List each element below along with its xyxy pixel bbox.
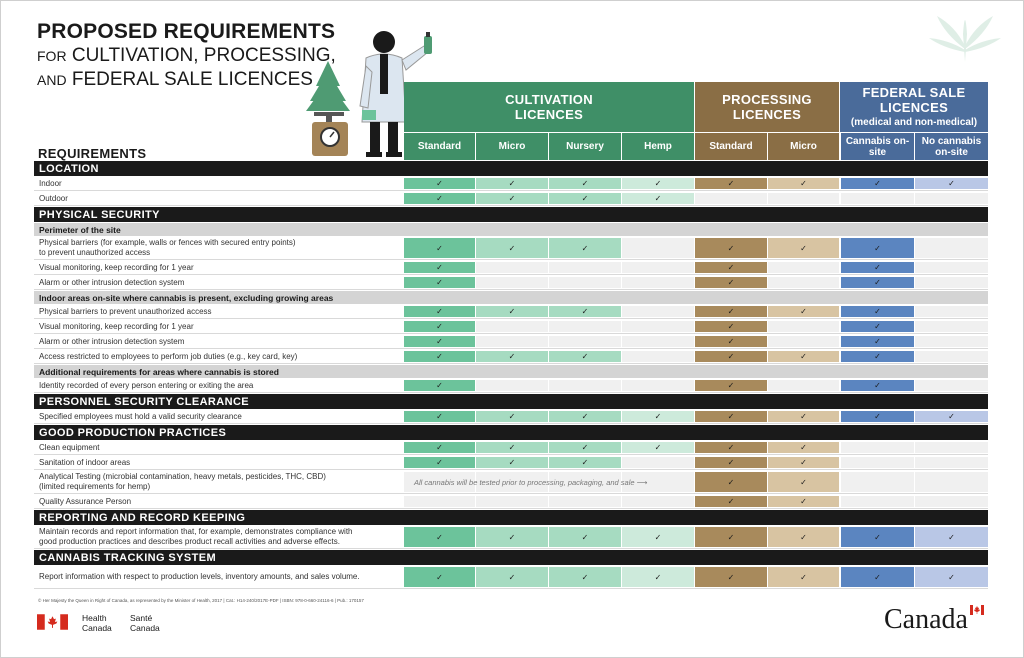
checkmark-icon: ✓ — [436, 458, 443, 467]
checkmark-icon: ✓ — [727, 307, 735, 316]
check-cell — [695, 457, 767, 468]
checkmark-icon: ✓ — [800, 497, 807, 506]
checkmark-icon: ✓ — [581, 443, 589, 452]
requirement-label: Report information with respect to production levels, inventory amounts, and sales volume. — [39, 572, 360, 581]
check-cell — [841, 262, 914, 273]
check-cell — [549, 351, 621, 362]
check-cell — [695, 380, 767, 391]
check-cell — [404, 411, 475, 422]
checkmark-icon: ✓ — [800, 572, 807, 582]
check-cell — [549, 411, 621, 422]
checkmark-icon: ✓ — [727, 497, 735, 506]
check-cell — [549, 193, 621, 204]
checkmark-icon: ✓ — [948, 412, 955, 421]
requirement-label: Physical barriers to prevent unauthorized access — [39, 306, 212, 316]
check-cell — [841, 306, 914, 317]
empty-cell — [476, 496, 548, 507]
checkmark-icon: ✓ — [436, 381, 443, 390]
table-row — [34, 379, 988, 393]
checkmark-icon: ✓ — [874, 352, 881, 361]
check-cell — [549, 527, 621, 547]
checkmark-icon: ✓ — [508, 307, 516, 316]
checkmark-icon: ✓ — [727, 412, 735, 421]
checkmark-icon: ✓ — [727, 458, 735, 467]
check-cell — [768, 457, 839, 468]
empty-cell — [768, 193, 839, 204]
check-cell — [695, 336, 767, 347]
checkmark-icon: ✓ — [508, 179, 516, 188]
check-cell — [768, 567, 839, 587]
table-row — [34, 192, 988, 206]
check-cell — [768, 178, 839, 189]
checkmark-icon: ✓ — [654, 572, 662, 582]
checkmark-icon: ✓ — [727, 243, 735, 253]
column-header-proc-standard: Standard — [695, 133, 767, 160]
subsection-header: Indoor areas on-site where cannabis is present, excluding growing areas — [34, 291, 988, 304]
checkmark-icon: ✓ — [436, 179, 443, 188]
requirement-label: Visual monitoring, keep recording for 1 year — [39, 321, 194, 331]
checkmark-icon: ✓ — [436, 194, 443, 203]
checkmark-icon: ✓ — [654, 412, 662, 421]
table-row — [34, 261, 988, 275]
check-cell — [768, 496, 839, 507]
table-row — [34, 350, 988, 364]
check-cell — [549, 442, 621, 453]
check-cell — [841, 411, 914, 422]
check-cell — [695, 178, 767, 189]
requirement-label: Analytical Testing (microbial contamination, heavy metals, pesticides, THC, CBD) (limited requirements for hemp) — [39, 472, 326, 491]
check-cell — [549, 178, 621, 189]
check-cell — [404, 527, 475, 547]
check-cell — [915, 567, 988, 587]
title-line-2: FOR CULTIVATION, PROCESSING, — [37, 45, 336, 66]
check-cell — [404, 321, 475, 332]
checkmark-icon: ✓ — [727, 278, 735, 287]
check-cell — [695, 527, 767, 547]
checkmark-icon: ✓ — [727, 322, 735, 331]
empty-cell — [476, 380, 548, 391]
checkmark-icon: ✓ — [508, 352, 516, 361]
column-header-proc-micro: Micro — [768, 133, 839, 160]
checkmark-icon: ✓ — [727, 381, 735, 390]
check-cell — [476, 178, 548, 189]
table-row — [34, 526, 988, 549]
check-cell — [695, 238, 767, 258]
checkmark-icon: ✓ — [874, 307, 881, 316]
check-cell — [768, 238, 839, 258]
table-row — [34, 320, 988, 334]
sante-canada-fr: Santé Canada — [130, 613, 160, 633]
empty-cell — [549, 496, 621, 507]
empty-cell — [622, 380, 694, 391]
empty-cell — [622, 277, 694, 288]
table-row — [34, 566, 988, 589]
section-header: PHYSICAL SECURITY — [34, 207, 988, 222]
empty-cell — [476, 321, 548, 332]
check-cell — [915, 527, 988, 547]
checkmark-icon: ✓ — [436, 322, 443, 331]
checkmark-icon: ✓ — [800, 307, 807, 316]
check-cell — [476, 351, 548, 362]
requirement-label: Visual monitoring, keep recording for 1 year — [39, 262, 194, 272]
checkmark-icon: ✓ — [800, 243, 807, 253]
requirement-label: Sanitation of indoor areas — [39, 457, 131, 467]
requirement-label: Alarm or other intrusion detection system — [39, 277, 185, 287]
check-cell — [841, 178, 914, 189]
check-cell — [841, 336, 914, 347]
checkmark-icon: ✓ — [436, 278, 443, 287]
checkmark-icon: ✓ — [727, 532, 735, 542]
checkmark-icon: ✓ — [874, 179, 881, 188]
empty-cell — [476, 336, 548, 347]
checkmark-icon: ✓ — [581, 458, 589, 467]
empty-cell — [915, 306, 988, 317]
check-cell — [915, 411, 988, 422]
checkmark-icon: ✓ — [727, 179, 735, 188]
empty-cell — [768, 336, 839, 347]
empty-cell — [841, 457, 914, 468]
check-cell — [622, 193, 694, 204]
empty-cell — [915, 442, 988, 453]
empty-cell — [768, 277, 839, 288]
title-line-3: AND FEDERAL SALE LICENCES — [37, 69, 313, 90]
empty-cell — [622, 496, 694, 507]
checkmark-icon: ✓ — [800, 352, 807, 361]
group-header-cultivation: CULTIVATION LICENCES — [404, 82, 694, 132]
table-row — [34, 441, 988, 455]
check-cell — [695, 262, 767, 273]
group-header-federal-sale: FEDERAL SALE LICENCES (medical and non-medical) — [840, 82, 988, 132]
empty-cell — [622, 351, 694, 362]
check-cell — [404, 178, 475, 189]
empty-cell — [915, 336, 988, 347]
check-cell — [768, 411, 839, 422]
checkmark-icon: ✓ — [948, 532, 955, 542]
table-row — [34, 495, 988, 509]
checkmark-icon: ✓ — [727, 443, 735, 452]
checkmark-icon: ✓ — [581, 412, 589, 421]
group-header-processing: PROCESSING LICENCES — [695, 82, 839, 132]
checkmark-icon: ✓ — [948, 572, 955, 582]
check-cell — [476, 457, 548, 468]
check-cell — [476, 306, 548, 317]
requirement-label: Identity recorded of every person entering or exiting the area — [39, 380, 254, 390]
empty-cell — [915, 262, 988, 273]
checkmark-icon: ✓ — [654, 532, 662, 542]
checkmark-icon: ✓ — [874, 322, 881, 331]
requirement-label: Quality Assurance Person — [39, 496, 132, 506]
check-cell — [841, 277, 914, 288]
check-cell — [841, 351, 914, 362]
checkmark-icon: ✓ — [874, 381, 881, 390]
checkmark-icon: ✓ — [654, 179, 662, 188]
checkmark-icon: ✓ — [436, 352, 443, 361]
checkmark-icon: ✓ — [436, 337, 443, 346]
checkmark-icon: ✓ — [727, 572, 735, 582]
checkmark-icon: ✓ — [874, 263, 881, 272]
requirement-label: Maintain records and report information that, for example, demonstrates compliance with good production practices and describes product recall activities and adverse effects. — [39, 527, 353, 546]
check-cell — [695, 306, 767, 317]
subsection-header: Additional requirements for areas where cannabis is stored — [34, 365, 988, 378]
health-canada-en: Health Canada — [82, 613, 112, 633]
section-header: GOOD PRODUCTION PRACTICES — [34, 425, 988, 440]
requirements-heading: REQUIREMENTS — [38, 146, 147, 161]
check-cell — [695, 442, 767, 453]
check-cell — [768, 527, 839, 547]
check-cell — [841, 527, 914, 547]
checkmark-icon: ✓ — [436, 307, 443, 316]
checkmark-icon: ✓ — [727, 263, 735, 272]
check-cell — [622, 527, 694, 547]
checkmark-icon: ✓ — [508, 572, 516, 582]
check-cell — [476, 193, 548, 204]
check-cell — [768, 306, 839, 317]
checkmark-icon: ✓ — [508, 243, 516, 253]
checkmark-icon: ✓ — [581, 307, 589, 316]
empty-cell — [915, 193, 988, 204]
checkmark-icon: ✓ — [581, 194, 589, 203]
check-cell — [404, 351, 475, 362]
table-row — [34, 276, 988, 290]
check-cell — [695, 321, 767, 332]
empty-cell — [915, 496, 988, 507]
check-cell — [404, 306, 475, 317]
column-header-cult-nursery: Nursery — [549, 133, 621, 160]
title-line-1: PROPOSED REQUIREMENTS — [37, 20, 336, 43]
checkmark-icon: ✓ — [581, 572, 589, 582]
empty-cell — [915, 380, 988, 391]
table-row — [34, 471, 988, 494]
check-cell — [404, 193, 475, 204]
empty-cell — [841, 472, 914, 492]
checkmark-icon: ✓ — [581, 532, 589, 542]
empty-cell — [622, 238, 694, 258]
checkmark-icon: ✓ — [508, 443, 516, 452]
checkmark-icon: ✓ — [436, 263, 443, 272]
canada-wordmark: Canada — [884, 604, 968, 635]
check-cell — [768, 442, 839, 453]
empty-cell — [841, 496, 914, 507]
column-header-cult-hemp: Hemp — [622, 133, 694, 160]
check-cell — [404, 262, 475, 273]
check-cell — [622, 411, 694, 422]
subsection-header: Perimeter of the site — [34, 223, 988, 236]
empty-cell — [768, 321, 839, 332]
empty-cell — [695, 193, 767, 204]
checkmark-icon: ✓ — [581, 243, 589, 253]
wordmark-flag-icon — [970, 605, 984, 615]
checkmark-icon: ✓ — [874, 278, 881, 287]
checkmark-icon: ✓ — [800, 179, 807, 188]
section-header: LOCATION — [34, 161, 988, 176]
checkmark-icon: ✓ — [948, 179, 955, 188]
checkmark-icon: ✓ — [800, 412, 807, 421]
cannabis-leaf-icon — [925, 4, 1005, 64]
check-cell — [404, 380, 475, 391]
testing-note: All cannabis will be tested prior to processing, packaging, and sale ⟶ — [414, 477, 648, 487]
check-cell — [476, 527, 548, 547]
requirement-label: Specified employees must hold a valid security clearance — [39, 411, 242, 421]
section-header: CANNABIS TRACKING SYSTEM — [34, 550, 988, 565]
requirement-label: Outdoor — [39, 193, 68, 203]
check-cell — [549, 457, 621, 468]
checkmark-icon: ✓ — [874, 243, 881, 253]
checkmark-icon: ✓ — [800, 532, 807, 542]
checkmark-icon: ✓ — [654, 194, 662, 203]
checkmark-icon: ✓ — [727, 477, 735, 487]
empty-cell — [549, 321, 621, 332]
empty-cell — [622, 262, 694, 273]
checkmark-icon: ✓ — [800, 477, 807, 487]
requirement-label: Alarm or other intrusion detection system — [39, 336, 185, 346]
check-cell — [404, 336, 475, 347]
table-row — [34, 410, 988, 424]
checkmark-icon: ✓ — [800, 458, 807, 467]
checkmark-icon: ✓ — [436, 443, 443, 452]
check-cell — [622, 178, 694, 189]
check-cell — [476, 567, 548, 587]
checkmark-icon: ✓ — [654, 443, 662, 452]
empty-cell — [915, 238, 988, 258]
column-header-cult-micro: Micro — [476, 133, 548, 160]
check-cell — [404, 567, 475, 587]
checkmark-icon: ✓ — [508, 412, 516, 421]
checkmark-icon: ✓ — [874, 337, 881, 346]
checkmark-icon: ✓ — [508, 532, 516, 542]
checkmark-icon: ✓ — [436, 412, 443, 421]
canada-flag-icon — [37, 614, 68, 630]
checkmark-icon: ✓ — [508, 458, 516, 467]
empty-cell — [549, 262, 621, 273]
check-cell — [549, 238, 621, 258]
check-cell — [841, 567, 914, 587]
empty-cell — [622, 336, 694, 347]
check-cell — [695, 351, 767, 362]
empty-cell — [476, 277, 548, 288]
checkmark-icon: ✓ — [436, 572, 443, 582]
page-title — [37, 20, 336, 92]
checkmark-icon: ✓ — [436, 532, 443, 542]
check-cell — [476, 411, 548, 422]
checkmark-icon: ✓ — [581, 179, 589, 188]
empty-cell — [915, 351, 988, 362]
table-row — [34, 335, 988, 349]
check-cell — [404, 277, 475, 288]
empty-cell — [622, 321, 694, 332]
checkmark-icon: ✓ — [436, 243, 443, 253]
empty-cell — [622, 306, 694, 317]
table-row — [34, 177, 988, 191]
table-row — [34, 456, 988, 470]
column-header-cult-standard: Standard — [404, 133, 475, 160]
empty-cell — [404, 496, 475, 507]
check-cell — [622, 567, 694, 587]
requirement-label: Indoor — [39, 178, 62, 188]
empty-cell — [768, 380, 839, 391]
section-header: REPORTING AND RECORD KEEPING — [34, 510, 988, 525]
check-cell — [695, 496, 767, 507]
copyright-notice: © Her Majesty the Queen in Right of Canada, as represented by the Minister of Health, 2017 | Cat.: H14-240/2017E-PDF | ISBN: 978-0-660-24116-6 | Pub.: 170157 — [38, 598, 364, 603]
empty-cell — [841, 442, 914, 453]
section-header: PERSONNEL SECURITY CLEARANCE — [34, 394, 988, 409]
check-cell — [841, 321, 914, 332]
check-cell — [841, 380, 914, 391]
empty-cell — [476, 262, 548, 273]
checkmark-icon: ✓ — [874, 572, 881, 582]
check-cell — [476, 442, 548, 453]
check-cell — [695, 411, 767, 422]
empty-cell — [622, 457, 694, 468]
empty-cell — [549, 336, 621, 347]
empty-cell — [549, 380, 621, 391]
checkmark-icon: ✓ — [874, 532, 881, 542]
checkmark-icon: ✓ — [727, 337, 735, 346]
check-cell — [404, 238, 475, 258]
checkmark-icon: ✓ — [727, 352, 735, 361]
check-cell — [695, 472, 767, 492]
check-cell — [622, 442, 694, 453]
check-cell — [841, 238, 914, 258]
check-cell — [695, 277, 767, 288]
empty-cell — [768, 262, 839, 273]
column-header-fed-no-cannabis-on-site: No cannabis on-site — [915, 133, 988, 160]
checkmark-icon: ✓ — [874, 412, 881, 421]
check-cell — [549, 306, 621, 317]
empty-cell — [841, 193, 914, 204]
check-cell — [768, 351, 839, 362]
requirement-label: Access restricted to employees to perform job duties (e.g., key card, key) — [39, 351, 298, 361]
check-cell — [404, 457, 475, 468]
requirement-label: Physical barriers (for example, walls or fences with secured entry points) to prevent unauthorized access — [39, 238, 296, 257]
requirement-label: Clean equipment — [39, 442, 100, 452]
checkmark-icon: ✓ — [800, 443, 807, 452]
check-cell — [476, 238, 548, 258]
empty-cell — [549, 277, 621, 288]
check-cell — [549, 567, 621, 587]
check-cell — [915, 178, 988, 189]
empty-cell — [915, 277, 988, 288]
empty-cell — [915, 472, 988, 492]
check-cell — [768, 472, 839, 492]
check-cell — [404, 442, 475, 453]
empty-cell — [915, 457, 988, 468]
checkmark-icon: ✓ — [581, 352, 589, 361]
empty-cell — [915, 321, 988, 332]
table-row — [34, 237, 988, 260]
check-cell — [695, 567, 767, 587]
column-header-fed-cannabis-on-site: Cannabis on-site — [841, 133, 914, 160]
table-row — [34, 305, 988, 319]
checkmark-icon: ✓ — [508, 194, 516, 203]
